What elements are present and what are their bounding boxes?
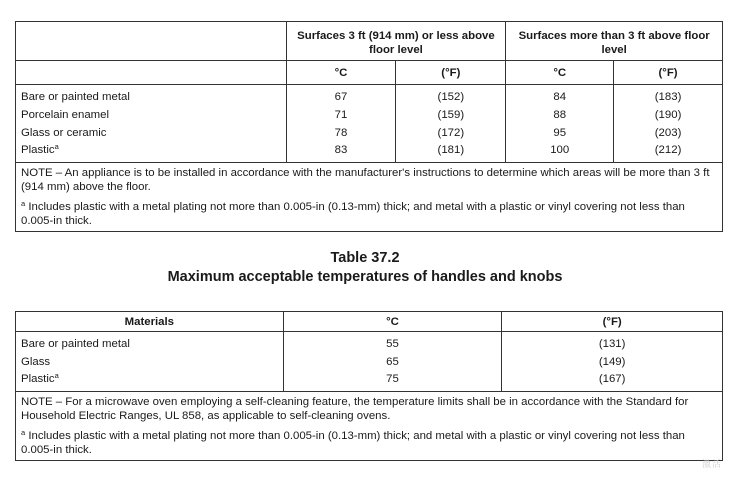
value-cell: (149) <box>502 353 723 371</box>
table-number: Table 37.2 <box>330 250 400 266</box>
table-row <box>16 353 723 371</box>
table2-header-materials: Materials <box>16 312 284 332</box>
value-cell: 75 <box>283 371 502 392</box>
table2-header-row <box>16 312 723 332</box>
surface-temperature-table <box>15 21 723 232</box>
table1-unit-f-low: (°F) <box>396 61 506 85</box>
material-cell: Glass or ceramic <box>16 124 287 142</box>
table2-note-row <box>16 392 723 426</box>
table1-unit-c-high: °C <box>506 61 614 85</box>
table1-material-header-blank <box>16 22 287 61</box>
value-cell: 71 <box>286 106 396 124</box>
table-row <box>16 142 723 163</box>
table-row <box>16 85 723 106</box>
watermark: 激活 <box>701 459 722 469</box>
value-cell: 100 <box>506 142 614 163</box>
table1-group-header-row <box>16 22 723 61</box>
table2-header-f: (°F) <box>502 312 723 332</box>
table-title: Maximum acceptable temperatures of handles and knobs <box>167 269 563 285</box>
value-cell: (183) <box>614 85 723 106</box>
value-cell: 55 <box>283 332 502 353</box>
value-cell: 84 <box>506 85 614 106</box>
table1-group-header-high: Surfaces more than 3 ft above floor level <box>506 22 723 61</box>
table1-footnote-row <box>16 196 723 232</box>
value-cell: (181) <box>396 142 506 163</box>
table1-note-row <box>16 163 723 197</box>
value-cell: 88 <box>506 106 614 124</box>
table2-note: NOTE – For a microwave oven employing a self-cleaning feature, the temperature limits shall be in accordance with the Standard for Household Electric Ranges, UL 858, as applicable to self-cleaning ovens. <box>16 392 723 426</box>
material-cell: Porcelain enamel <box>16 106 287 124</box>
table2-header-c: °C <box>283 312 502 332</box>
material-cell: Plastic$^a$ <box>16 142 287 163</box>
value-cell: (167) <box>502 371 723 392</box>
handles-knobs-temperature-table <box>15 311 723 461</box>
table2-footnote: $^a$ Includes plastic with a metal plating not more than 0.005-in (0.13-mm) thick; and metal with a plastic or vinyl covering not less than 0.005-in thick. <box>16 425 723 461</box>
value-cell: (159) <box>396 106 506 124</box>
value-cell: (172) <box>396 124 506 142</box>
material-cell: Plastic$^a$ <box>16 371 284 392</box>
value-cell: (190) <box>614 106 723 124</box>
table-row <box>16 332 723 353</box>
table1-note: NOTE – An appliance is to be installed in accordance with the manufacturer's instructions to determine which areas will be more than 3 ft (914 mm) above the floor. <box>16 163 723 197</box>
table1-unit-blank <box>16 61 287 85</box>
table1-unit-f-high: (°F) <box>614 61 723 85</box>
value-cell: (152) <box>396 85 506 106</box>
value-cell: 78 <box>286 124 396 142</box>
material-cell: Bare or painted metal <box>16 332 284 353</box>
table-row <box>16 371 723 392</box>
value-cell: (131) <box>502 332 723 353</box>
value-cell: (212) <box>614 142 723 163</box>
value-cell: 67 <box>286 85 396 106</box>
table1-unit-c-low: °C <box>286 61 396 85</box>
table1-unit-header-row <box>16 61 723 85</box>
value-cell: 95 <box>506 124 614 142</box>
value-cell: 65 <box>283 353 502 371</box>
table-row <box>16 106 723 124</box>
table1-group-header-low: Surfaces 3 ft (914 mm) or less above floor level <box>286 22 506 61</box>
material-cell: Bare or painted metal <box>16 85 287 106</box>
table-row <box>16 124 723 142</box>
material-cell: Glass <box>16 353 284 371</box>
table1-footnote: $^a$ Includes plastic with a metal plating not more than 0.005-in (0.13-mm) thick; and metal with a plastic or vinyl covering not less than 0.005-in thick. <box>16 196 723 232</box>
table2-footnote-row <box>16 425 723 461</box>
value-cell: (203) <box>614 124 723 142</box>
value-cell: 83 <box>286 142 396 163</box>
